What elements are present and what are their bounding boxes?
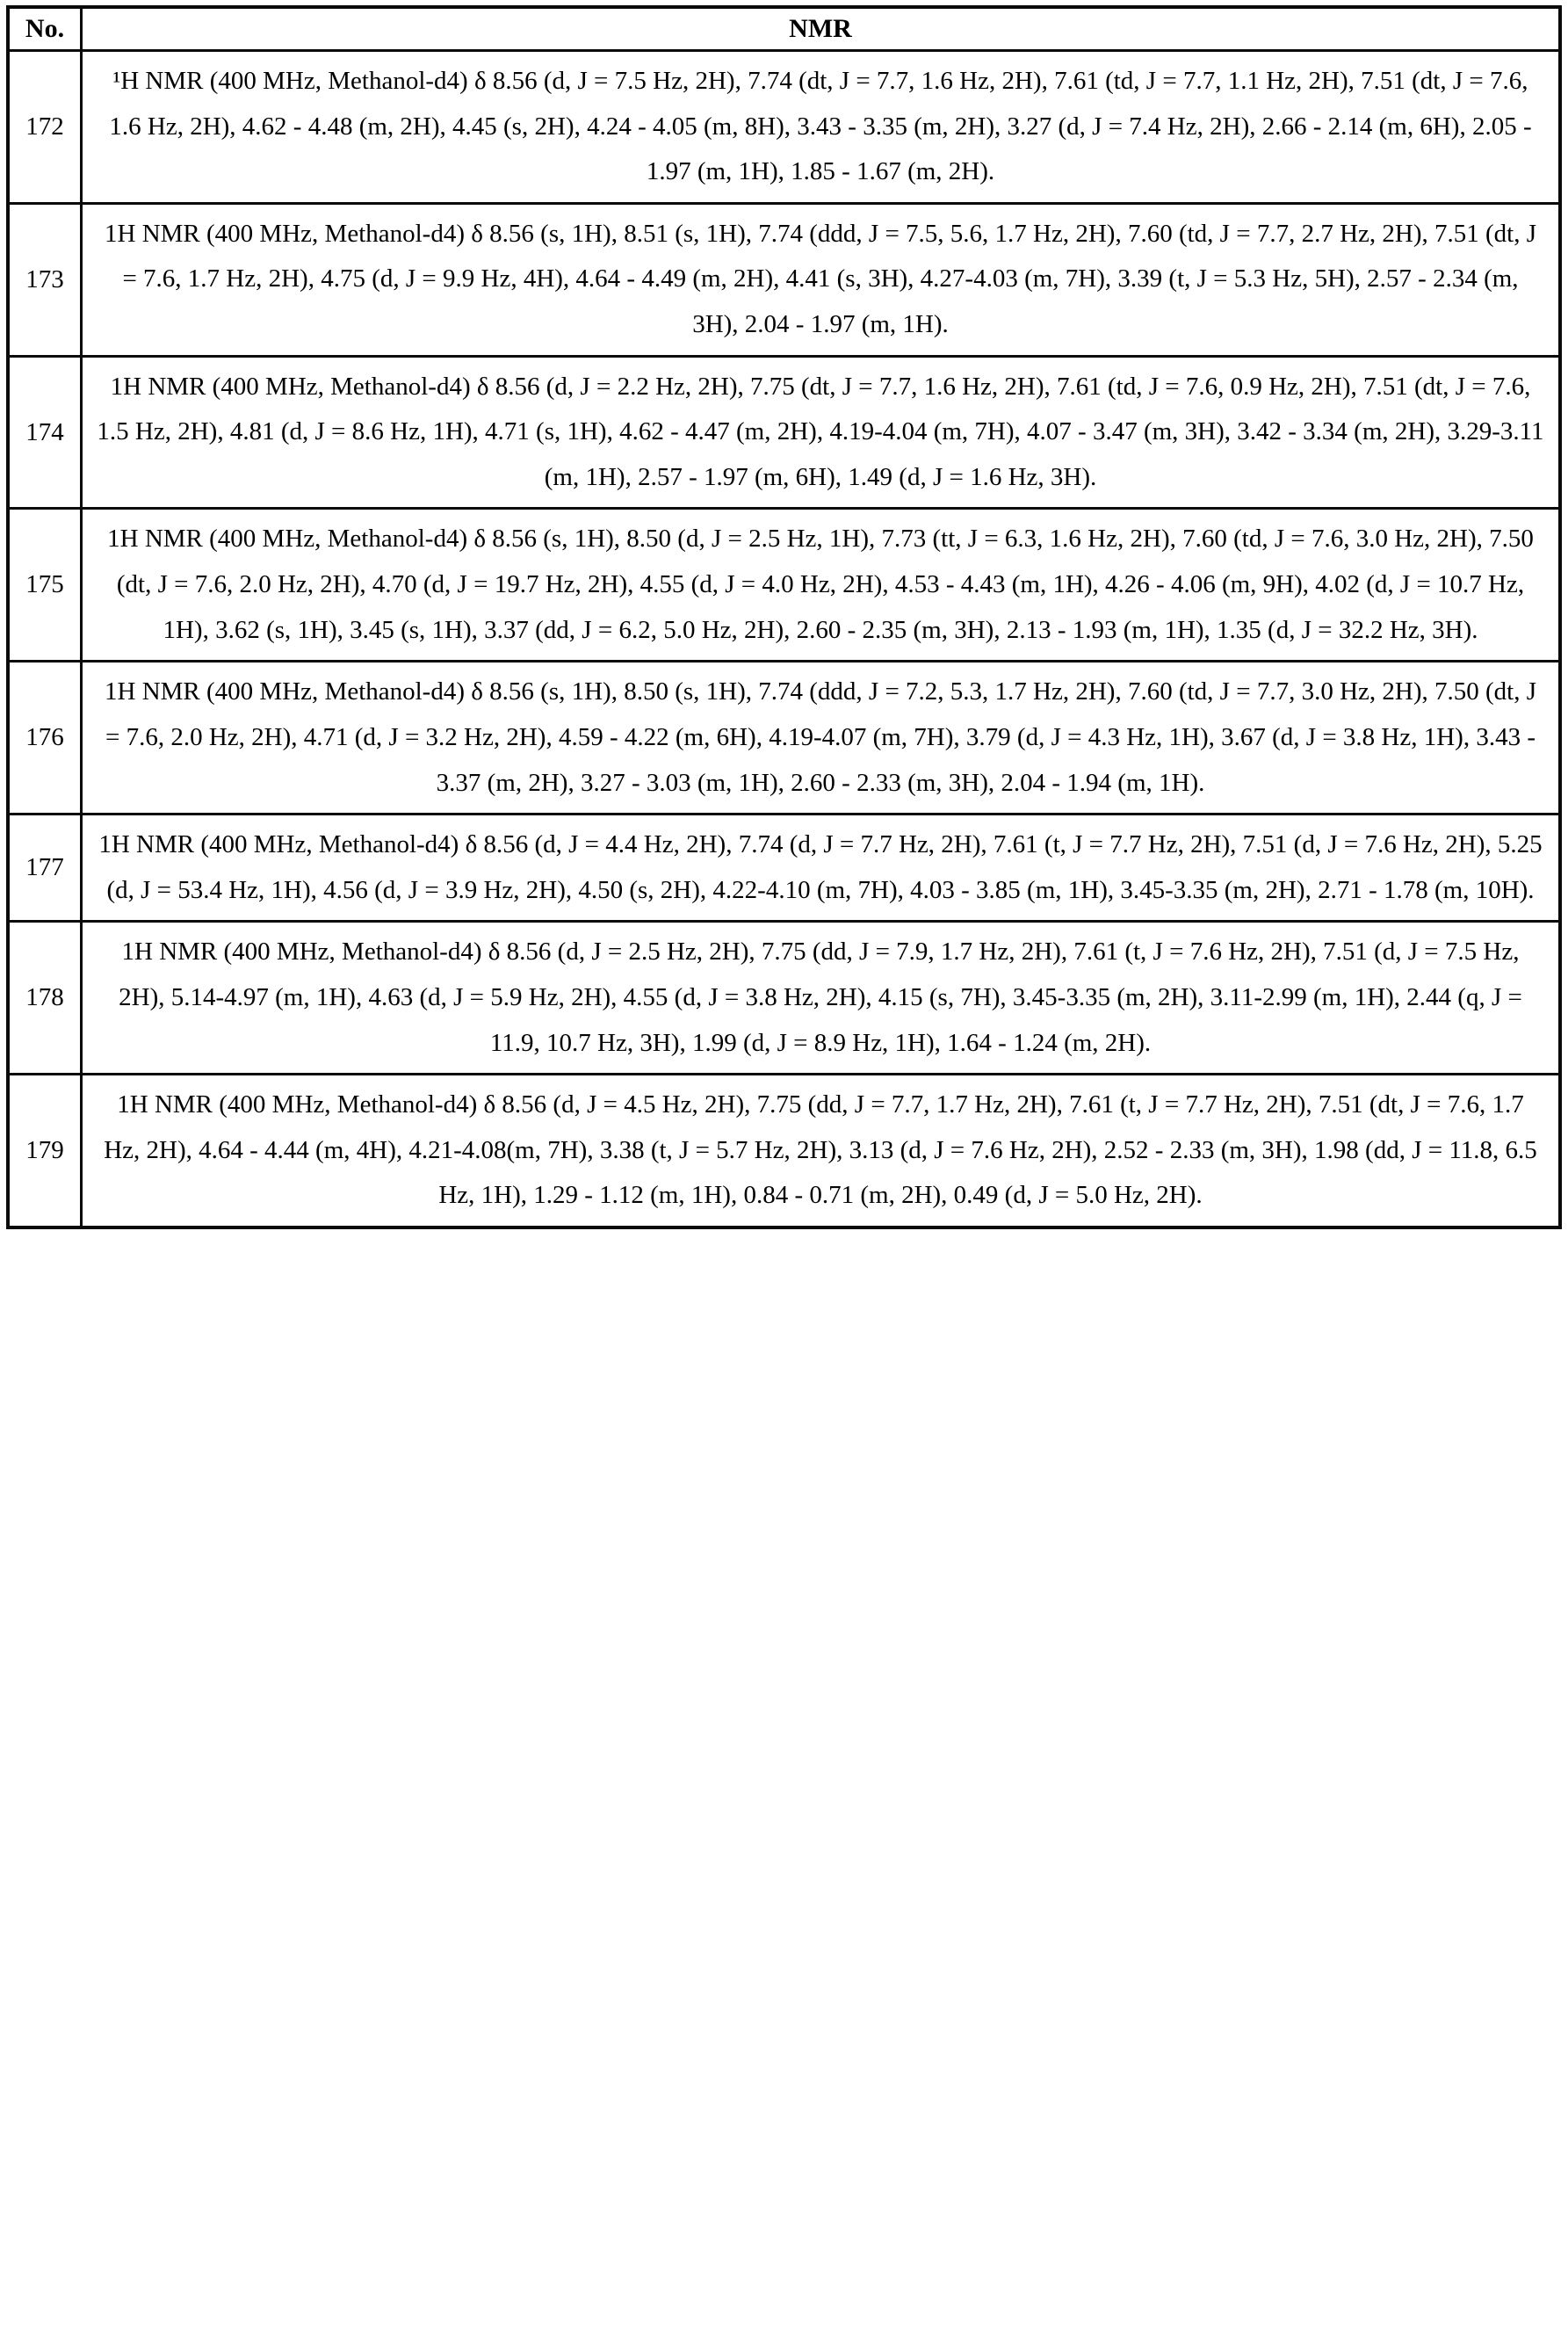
nmr-text-cell: 1H NMR (400 MHz, Methanol-d4) δ 8.56 (d, J = 4.5 Hz, 2H), 7.75 (dd, J = 7.7, 1.7 Hz, 2H), 7.61 (t, J = 7.7 Hz, 2H), 7.51 (dt, J = 7.6, 1.7 Hz, 2H), 4.64 - 4.44 (m, 4H), 4.21-4.08(m, 7H), 3.38 (t, J = 5.7 Hz, 2H), 3.13 (d, J = 7.6 Hz, 2H), 2.52 - 2.33 (m, 3H), 1.98 (dd, J = 11.8, 6.5 Hz, 1H), 1.29 - 1.12 (m, 1H), 0.84 - 0.71 (m, 2H), 0.49 (d, J = 5.0 Hz, 2H).	[82, 1075, 1561, 1227]
nmr-text-cell: 1H NMR (400 MHz, Methanol-d4) δ 8.56 (s, 1H), 8.50 (d, J = 2.5 Hz, 1H), 7.73 (tt, J = 6.3, 1.6 Hz, 2H), 7.60 (td, J = 7.6, 3.0 Hz, 2H), 7.50 (dt, J = 7.6, 2.0 Hz, 2H), 4.70 (d, J = 19.7 Hz, 2H), 4.55 (d, J = 4.0 Hz, 2H), 4.53 - 4.43 (m, 1H), 4.26 - 4.06 (m, 9H), 4.02 (d, J = 10.7 Hz, 1H), 3.62 (s, 1H), 3.45 (s, 1H), 3.37 (dd, J = 6.2, 5.0 Hz, 2H), 2.60 - 2.35 (m, 3H), 2.13 - 1.93 (m, 1H), 1.35 (d, J = 32.2 Hz, 3H).	[82, 509, 1561, 662]
row-number-cell: 177	[8, 815, 82, 922]
nmr-text-cell: 1H NMR (400 MHz, Methanol-d4) δ 8.56 (s, 1H), 8.50 (s, 1H), 7.74 (ddd, J = 7.2, 5.3, 1.7 Hz, 2H), 7.60 (td, J = 7.7, 3.0 Hz, 2H), 7.50 (dt, J = 7.6, 2.0 Hz, 2H), 4.71 (d, J = 3.2 Hz, 2H), 4.59 - 4.22 (m, 6H), 4.19-4.07 (m, 7H), 3.79 (d, J = 4.3 Hz, 1H), 3.67 (d, J = 3.8 Hz, 1H), 3.43 - 3.37 (m, 2H), 3.27 - 3.03 (m, 1H), 2.60 - 2.33 (m, 3H), 2.04 - 1.94 (m, 1H).	[82, 662, 1561, 815]
row-number-cell: 172	[8, 51, 82, 204]
nmr-text-cell: ¹H NMR (400 MHz, Methanol-d4) δ 8.56 (d, J = 7.5 Hz, 2H), 7.74 (dt, J = 7.7, 1.6 Hz, 2H), 7.61 (td, J = 7.7, 1.1 Hz, 2H), 7.51 (dt, J = 7.6, 1.6 Hz, 2H), 4.62 - 4.48 (m, 2H), 4.45 (s, 2H), 4.24 - 4.05 (m, 8H), 3.43 - 3.35 (m, 2H), 3.27 (d, J = 7.4 Hz, 2H), 2.66 - 2.14 (m, 6H), 2.05 - 1.97 (m, 1H), 1.85 - 1.67 (m, 2H).	[82, 51, 1561, 204]
row-number-cell: 174	[8, 356, 82, 509]
row-number-cell: 175	[8, 509, 82, 662]
nmr-text-cell: 1H NMR (400 MHz, Methanol-d4) δ 8.56 (d, J = 2.5 Hz, 2H), 7.75 (dd, J = 7.9, 1.7 Hz, 2H), 7.61 (t, J = 7.6 Hz, 2H), 7.51 (d, J = 7.5 Hz, 2H), 5.14-4.97 (m, 1H), 4.63 (d, J = 5.9 Hz, 2H), 4.55 (d, J = 3.8 Hz, 2H), 4.15 (s, 7H), 3.45-3.35 (m, 2H), 3.11-2.99 (m, 1H), 2.44 (q, J = 11.9, 10.7 Hz, 3H), 1.99 (d, J = 8.9 Hz, 1H), 1.64 - 1.24 (m, 2H).	[82, 922, 1561, 1075]
col-header-no: No.	[8, 7, 82, 51]
table-row	[8, 203, 1560, 356]
table-body	[8, 51, 1560, 1228]
table-header	[8, 7, 1560, 51]
row-number-cell: 176	[8, 662, 82, 815]
nmr-text-cell: 1H NMR (400 MHz, Methanol-d4) δ 8.56 (d, J = 4.4 Hz, 2H), 7.74 (d, J = 7.7 Hz, 2H), 7.61 (t, J = 7.7 Hz, 2H), 7.51 (d, J = 7.6 Hz, 2H), 5.25 (d, J = 53.4 Hz, 1H), 4.56 (d, J = 3.9 Hz, 2H), 4.50 (s, 2H), 4.22-4.10 (m, 7H), 4.03 - 3.85 (m, 1H), 3.45-3.35 (m, 2H), 2.71 - 1.78 (m, 10H).	[82, 815, 1561, 922]
table-row	[8, 51, 1560, 204]
header-row	[8, 7, 1560, 51]
row-number-cell: 173	[8, 203, 82, 356]
table-row	[8, 509, 1560, 662]
table-row	[8, 662, 1560, 815]
nmr-table	[6, 5, 1562, 1229]
nmr-text-cell: 1H NMR (400 MHz, Methanol-d4) δ 8.56 (d, J = 2.2 Hz, 2H), 7.75 (dt, J = 7.7, 1.6 Hz, 2H), 7.61 (td, J = 7.6, 0.9 Hz, 2H), 7.51 (dt, J = 7.6, 1.5 Hz, 2H), 4.81 (d, J = 8.6 Hz, 1H), 4.71 (s, 1H), 4.62 - 4.47 (m, 2H), 4.19-4.04 (m, 7H), 4.07 - 3.47 (m, 3H), 3.42 - 3.34 (m, 2H), 3.29-3.11 (m, 1H), 2.57 - 1.97 (m, 6H), 1.49 (d, J = 1.6 Hz, 3H).	[82, 356, 1561, 509]
row-number-cell: 179	[8, 1075, 82, 1227]
row-number-cell: 178	[8, 922, 82, 1075]
table-row	[8, 922, 1560, 1075]
col-header-nmr: NMR	[82, 7, 1561, 51]
table-row	[8, 356, 1560, 509]
nmr-text-cell: 1H NMR (400 MHz, Methanol-d4) δ 8.56 (s, 1H), 8.51 (s, 1H), 7.74 (ddd, J = 7.5, 5.6, 1.7 Hz, 2H), 7.60 (td, J = 7.7, 2.7 Hz, 2H), 7.51 (dt, J = 7.6, 1.7 Hz, 2H), 4.75 (d, J = 9.9 Hz, 4H), 4.64 - 4.49 (m, 2H), 4.41 (s, 3H), 4.27-4.03 (m, 7H), 3.39 (t, J = 5.3 Hz, 5H), 2.57 - 2.34 (m, 3H), 2.04 - 1.97 (m, 1H).	[82, 203, 1561, 356]
table-row	[8, 815, 1560, 922]
table-row	[8, 1075, 1560, 1227]
